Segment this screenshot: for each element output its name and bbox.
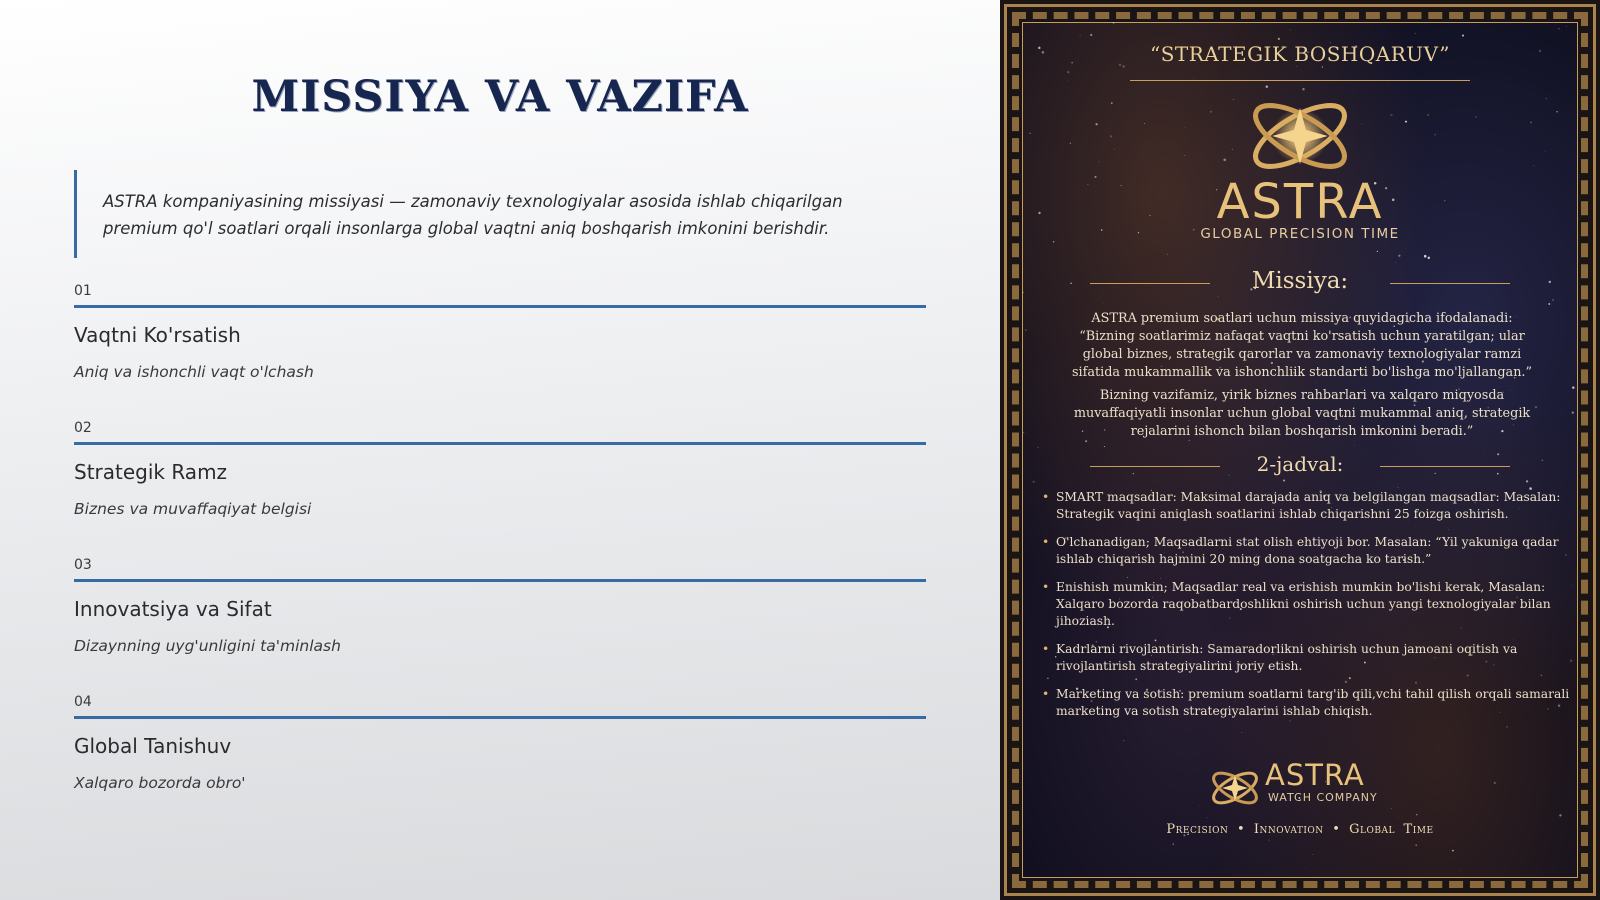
star xyxy=(1123,740,1124,741)
star xyxy=(1110,135,1112,137)
star xyxy=(1296,66,1297,67)
poster-motto: Precision • Innovation • Global Time xyxy=(1166,822,1434,837)
star xyxy=(1459,870,1460,871)
star xyxy=(1462,35,1464,37)
item-subtitle: Dizaynning uyg'unligini ta'minlash xyxy=(74,637,341,655)
goals-list xyxy=(1040,489,1570,731)
mission-quote-text: ASTRA kompaniyasining missiyasi — zamonaviy texnologiyalar asosida ishlab chiqarilgan premium qo'l soatlari orqali insonlarga global vaqtni aniq boshqarish imkonini berishdir. xyxy=(103,192,843,238)
item-number: 01 xyxy=(74,283,92,299)
star xyxy=(1377,251,1378,252)
divider xyxy=(74,305,926,308)
ornament-line xyxy=(1130,80,1470,81)
star xyxy=(1023,432,1024,433)
star xyxy=(1104,446,1105,447)
star xyxy=(1405,121,1407,123)
star xyxy=(1193,78,1194,79)
page-title: MISSIYA VA VAZIFA xyxy=(251,72,749,122)
star xyxy=(1415,844,1417,846)
star xyxy=(1494,782,1496,784)
mission-text-1: ASTRA premium soatlari uchun missiya quyidagicha ifodalanadi: “Bizning soatlarimiz nafaqat vaqtni ko'rsatish uchun yaratilgan; ular global biznes, strategik qarorlar va zamonaviy texnologiyalar ramzi sifatida mukammallik va ishonchliik standarti bo'lishga mo'ljallangan.” xyxy=(1071,311,1533,380)
list-item xyxy=(74,557,926,677)
star xyxy=(1030,133,1031,134)
astra-poster xyxy=(1000,0,1600,900)
star xyxy=(1179,22,1180,23)
star xyxy=(1184,155,1185,156)
mission-heading: Missiya: xyxy=(1251,268,1349,294)
star xyxy=(1269,840,1270,841)
star xyxy=(1534,165,1535,166)
star xyxy=(1475,116,1476,117)
star xyxy=(1424,255,1427,258)
star xyxy=(1185,127,1186,128)
star xyxy=(1454,809,1455,810)
star xyxy=(1390,114,1393,117)
star xyxy=(1572,386,1575,389)
star xyxy=(1559,814,1561,816)
item-heading: Global Tanishuv xyxy=(74,734,232,758)
star xyxy=(1322,66,1323,67)
list-item xyxy=(74,694,926,814)
item-heading: Strategik Ramz xyxy=(74,460,228,484)
goal-item: • Enishish mumkin; Maqsadlar real va erishish mumkin bo'lishi kerak, Masalan: Xalqaro bozorda raqobatbardoshlikni oshirish uchun yangi texnologiyalar bilan jihoziash. xyxy=(1040,579,1570,630)
goal-item: • SMART maqsadlar: Maksimal darajada aniq va belgilangan maqsadlar: Masalan: Strategik vaqini aniqlash soatlarini ishlab chiqarishni 25 foizga oshirish. xyxy=(1040,489,1570,523)
star xyxy=(1025,329,1027,331)
divider xyxy=(74,579,926,582)
star xyxy=(1070,142,1071,143)
item-subtitle: Biznes va muvaffaqiyat belgisi xyxy=(74,500,312,518)
star xyxy=(1223,159,1226,162)
star xyxy=(1572,411,1574,413)
mission-quote-block xyxy=(74,170,913,258)
star xyxy=(1548,303,1550,305)
item-number: 03 xyxy=(74,557,92,573)
star xyxy=(1090,34,1092,36)
star xyxy=(1080,35,1081,36)
star xyxy=(1398,487,1399,488)
star xyxy=(1415,33,1416,34)
star xyxy=(1354,445,1355,446)
table-heading: 2-jadval: xyxy=(1256,452,1344,476)
divider xyxy=(74,716,926,719)
star xyxy=(1556,111,1557,112)
poster-tagline: “STRATEGIK BOSHQARUV” xyxy=(1149,42,1451,66)
item-subtitle: Aniq va ishonchli vaqt o'lchash xyxy=(74,363,314,381)
star xyxy=(1099,162,1100,163)
star xyxy=(1167,254,1168,255)
star xyxy=(1545,151,1546,152)
item-heading: Vaqtni Ko'rsatish xyxy=(74,323,241,347)
star xyxy=(1290,30,1291,31)
poster-brand: ASTRA xyxy=(1216,174,1384,230)
star xyxy=(1435,134,1436,135)
star xyxy=(1232,149,1233,150)
star xyxy=(1315,383,1316,384)
star xyxy=(1416,814,1417,815)
star xyxy=(1546,98,1547,99)
star xyxy=(1483,450,1484,451)
star xyxy=(1149,733,1150,734)
star xyxy=(1114,149,1115,150)
star xyxy=(1111,102,1113,104)
star xyxy=(1530,121,1532,123)
star xyxy=(1558,28,1559,29)
star xyxy=(1283,480,1285,482)
item-subtitle: Xalqaro bozorda obro' xyxy=(74,774,246,792)
goal-item: • Kadrlarni rivojlantirish: Samaradorlikni oshirish uchun jamoani oqitish va rivojlantirish strategiyalirini joriy etish. xyxy=(1040,641,1570,675)
item-number: 02 xyxy=(74,420,92,436)
star xyxy=(1552,299,1553,300)
star xyxy=(1144,123,1145,124)
star xyxy=(1210,111,1212,113)
list-item xyxy=(74,283,926,403)
list-item xyxy=(74,420,926,540)
star xyxy=(1427,114,1429,116)
item-heading: Innovatsiya va Sifat xyxy=(74,597,272,621)
star xyxy=(1103,303,1104,304)
star xyxy=(1526,480,1528,482)
footer-brand-subtitle: WATCH COMPANY xyxy=(1268,791,1378,804)
star xyxy=(1095,123,1097,125)
astra-small-emblem-icon xyxy=(1206,764,1264,812)
star xyxy=(1566,26,1567,27)
star xyxy=(1068,80,1069,81)
star xyxy=(1535,406,1537,408)
star xyxy=(1033,481,1035,483)
star xyxy=(1103,854,1104,855)
star xyxy=(1570,660,1572,662)
mission-text-2: Bizning vazifamiz, yirik biznes rahbarlari va xalqaro miqyosda muvaffaqiyatli insonlar uchun global vaqtni mukammal aniq, strategik rejalarini ishonch bilan boshqarish imkonini beradi.” xyxy=(1073,388,1531,439)
star xyxy=(1233,99,1235,101)
footer-brand: ASTRA xyxy=(1265,758,1365,792)
star xyxy=(1206,817,1207,818)
star xyxy=(1278,38,1280,40)
astra-star-emblem-icon xyxy=(1240,88,1360,184)
divider xyxy=(74,442,926,445)
star xyxy=(1572,586,1573,587)
star xyxy=(1312,854,1313,855)
item-number: 04 xyxy=(74,694,92,710)
star xyxy=(1037,447,1038,448)
star xyxy=(1569,248,1570,249)
star xyxy=(1218,296,1219,297)
star xyxy=(1199,805,1200,806)
star xyxy=(1452,850,1454,852)
star xyxy=(1428,257,1430,259)
star xyxy=(1398,817,1399,818)
star xyxy=(1361,124,1362,125)
star xyxy=(1067,71,1069,73)
goal-item: • Marketing va sotish: premium soatlarni targ'ib qili,vchi tahil qilish orqali samarali marketing va sotish strategiyalarini ishlab chiqish. xyxy=(1040,686,1570,720)
star xyxy=(1398,255,1400,257)
star xyxy=(1173,844,1174,845)
star xyxy=(1395,262,1396,263)
star xyxy=(1113,22,1115,24)
goal-item: • O'lchanadigan; Maqsadlarni stat olish ehtiyoji bor. Masalan: “Yil yakuniga qadar ishlab chiqarish hajmini 20 ming dona soatgacha ko tarish.” xyxy=(1040,534,1570,568)
star xyxy=(1241,732,1242,733)
star xyxy=(1391,808,1392,809)
poster-brand-subtitle: GLOBAL PRECISION TIME xyxy=(1200,226,1400,242)
